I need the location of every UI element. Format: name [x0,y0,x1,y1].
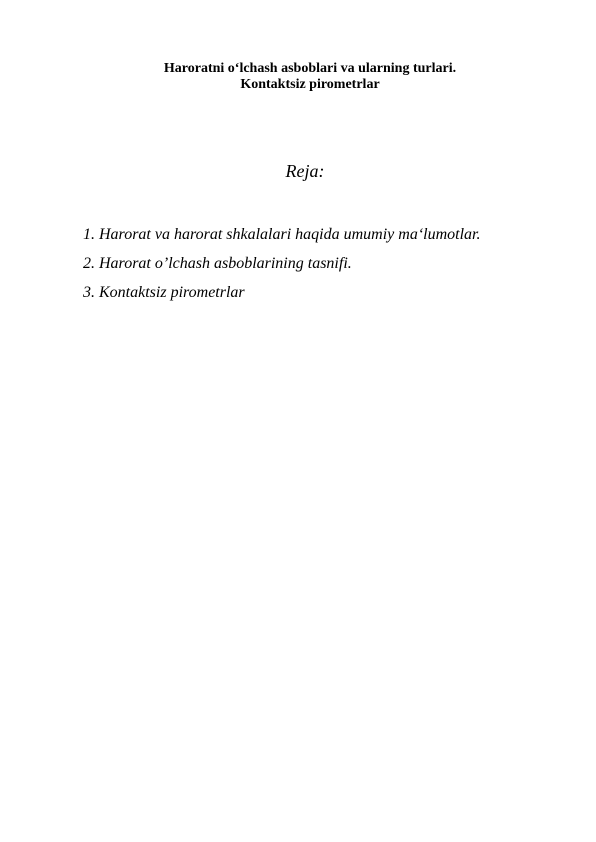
plan-heading: Reja: [285,161,325,181]
document-title: Haroratni o‘lchash asboblari va ularning turlari. [163,61,457,76]
document-subtitle: Kontaktsiz pirometrlar [240,77,380,92]
plan-item-1: 1. Harorat va harorat shkalalari haqida umumiy ma‘lumotlar. [83,226,481,243]
plan-list [83,226,480,313]
plan-item-3: 3. Kontaktsiz pirometrlar [83,284,245,301]
plan-item-2: 2. Harorat o’lchash asboblarining tasnifi. [83,255,352,272]
